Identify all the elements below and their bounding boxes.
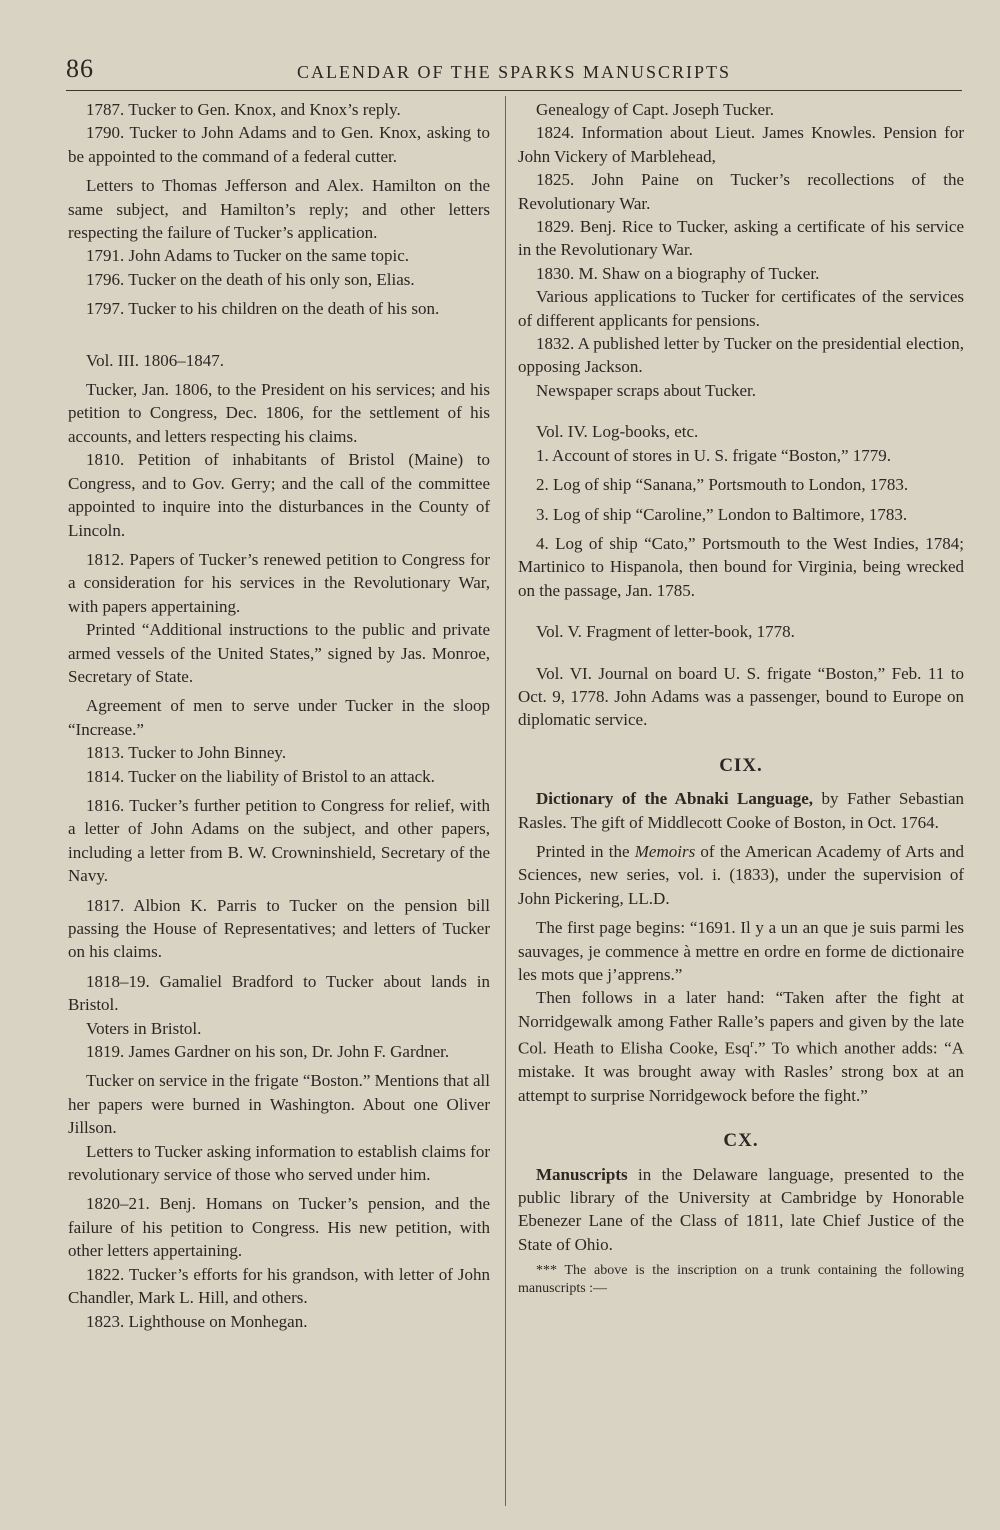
entry-1823: 1823. Lighthouse on Monhegan. <box>86 1311 308 1331</box>
entry-1816: 1816. Tucker’s further petition to Congress for relief, with a letter of John Adams on the subject, and other papers, including a letter from B. W. Crowninshield, Secretary of the Navy. <box>68 795 490 886</box>
cix-description <box>518 787 964 834</box>
entry-1819: 1819. James Gardner on his son, Dr. John F. Gardner. <box>86 1042 450 1062</box>
entry-1791: 1791. John Adams to Tucker on the same topic. <box>86 246 409 266</box>
entry-1790: 1790. Tucker to John Adams and to Gen. Knox, asking to be appointed to the command of a federal cutter. <box>68 123 490 166</box>
log-entry-3: 3. Log of ship “Caroline,” London to Baltimore, 1783. <box>536 504 908 524</box>
entry-1796: 1796. Tucker on the death of his only son, Elias. <box>86 269 415 289</box>
right-column <box>518 98 964 1298</box>
entry-genealogy: Genealogy of Capt. Joseph Tucker. <box>536 100 774 119</box>
entry-1813: 1813. Tucker to John Binney. <box>86 743 287 763</box>
entry-1806: Tucker, Jan. 1806, to the President on his services; and his petition to Congress, Dec. 1806, for the settlement of his accounts, and letters respecting his claims. <box>68 380 490 446</box>
entry-1825: 1825. John Paine on Tucker’s recollections of the Revolutionary War. <box>518 170 964 213</box>
entry-various-applications: Various applications to Tucker for certificates of the services of different applicants for pensions. <box>518 287 964 330</box>
entry-1822: 1822. Tucker’s efforts for his grandson, with letter of John Chandler, Mark L. Hill, and others. <box>68 1264 490 1308</box>
cix-printed-post: of the American Academy of Arts and Sciences, new series, vol. i. (1833), under the supervision of John Pickering, LL.D. <box>518 841 964 908</box>
cx-title: Manuscripts <box>536 1164 628 1184</box>
cx-title-rest: in the Delaware language, presented to the public library of the University at Cambridge by Honorable Ebenezer Lane of the Class of 1811, late Chief Justice of the State of Ohio. <box>518 1164 964 1254</box>
page-number: 86 <box>66 54 94 83</box>
volume-heading-iii: Vol. III. 1806–1847. <box>86 350 225 370</box>
volume-heading-vi: Vol. VI. Journal on board U. S. frigate “Boston,” Feb. 11 to Oct. 9, 1778. John Adams was a passenger, bound to Europe on diplomatic service. <box>518 663 964 730</box>
left-column <box>68 98 490 1333</box>
entry-1810: 1810. Petition of inhabitants of Bristol (Maine) to Congress, and to Gov. Gerry; and the call of the committee appointed to inquire into the disturbances in the County of Lincoln. <box>68 450 490 540</box>
page-header <box>66 50 962 91</box>
cix-later-hand-post: .” To which another adds: “A mistake. It was brought away with Rasles’ strong box at an attempt to surprise Norridgewock before the fight.” <box>518 1038 964 1105</box>
column-divider <box>505 96 506 1506</box>
volume-heading-iv: Vol. IV. Log-books, etc. <box>536 422 699 442</box>
cix-title-rest: by Father Sebastian Rasles. The gift of Middlecott Cooke of Boston, in Oct. 1764. <box>518 789 964 832</box>
entry-1832: 1832. A published letter by Tucker on the presidential election, opposing Jackson. <box>518 334 964 377</box>
entry-1787: 1787. Tucker to Gen. Knox, and Knox’s reply. <box>86 100 401 119</box>
entry-1829: 1829. Benj. Rice to Tucker, asking a certificate of his service in the Revolutionary War. <box>518 217 964 260</box>
cix-later-hand <box>518 986 964 1107</box>
entry-printed-instructions: Printed “Additional instructions to the public and private armed vessels of the United States,” signed by Jas. Monroe, Secretary of State. <box>68 620 490 686</box>
volume-heading-v: Vol. V. Fragment of letter-book, 1778. <box>536 622 795 642</box>
cix-title: Dictionary of the Abnaki Language, <box>536 789 814 809</box>
entry-1820-21: 1820–21. Benj. Homans on Tucker’s pension, and the failure of his petition to Congress. His new petition, with other letters appertaining. <box>68 1194 490 1261</box>
entry-1797: 1797. Tucker to his children on the death of his son. <box>86 299 440 319</box>
cix-printed-note <box>518 840 964 910</box>
log-entry-1: 1. Account of stores in U. S. frigate “Boston,” 1779. <box>536 445 892 465</box>
cix-first-page: The first page begins: “1691. Il y a un an que je suis parmi les sauvages, je commence à mettre en ordre en forme de dictionaire les mots que j’apprens.” <box>518 918 964 984</box>
entry-voters: Voters in Bristol. <box>86 1018 202 1038</box>
cx-description <box>518 1163 964 1257</box>
cix-superscript: r <box>750 1038 754 1051</box>
entry-letters-claims: Letters to Tucker asking information to establish claims for revolutionary service of those who served under him. <box>68 1141 490 1185</box>
running-title: CALENDAR OF THE SPARKS MANUSCRIPTS <box>296 62 732 82</box>
cix-printed-pre: Printed in the <box>536 841 635 861</box>
entry-newspaper-scraps: Newspaper scraps about Tucker. <box>536 380 757 400</box>
entry-letters-jefferson: Letters to Thomas Jefferson and Alex. Hamilton on the same subject, and Hamilton’s reply; and other letters respecting the failure of Tucker’s application. <box>68 176 490 243</box>
entry-1818-19: 1818–19. Gamaliel Bradford to Tucker about lands in Bristol. <box>68 971 490 1015</box>
section-heading-cix: CIX. <box>719 754 763 776</box>
entry-1830: 1830. M. Shaw on a biography of Tucker. <box>536 263 820 283</box>
section-heading-cx: CX. <box>723 1130 759 1152</box>
cix-memoirs: Memoirs <box>634 841 696 861</box>
entry-boston-service: Tucker on service in the frigate “Boston.” Mentions that all her papers were burned in Washington. About one Oliver Jillson. <box>68 1071 490 1138</box>
entry-1814: 1814. Tucker on the liability of Bristol to an attack. <box>86 766 435 786</box>
entry-1817: 1817. Albion K. Parris to Tucker on the pension bill passing the House of Representatives; and letters of Tucker on his claims. <box>68 895 490 962</box>
log-entry-4: 4. Log of ship “Cato,” Portsmouth to the West Indies, 1784; Martinico to Hispanola, then bound for Virginia, being wrecked on the passage, Jan. 1785. <box>518 533 964 600</box>
cix-later-hand-pre: Then follows in a later hand: “Taken after the fight at Norridgewalk among Father Ralle’s papers and given by the late Col. Heath to Elisha Cooke, Esq <box>518 988 964 1058</box>
entry-1812: 1812. Papers of Tucker’s renewed petition to Congress for a consideration for his services in the Revolutionary War, with papers appertaining. <box>68 549 490 616</box>
entry-agreement: Agreement of men to serve under Tucker in the sloop “Increase.” <box>68 696 490 739</box>
entry-1824: 1824. Information about Lieut. James Knowles. Pension for John Vickery of Marblehead, <box>518 123 964 166</box>
cx-footnote: *** The above is the inscription on a trunk containing the following manuscripts :— <box>518 1263 964 1297</box>
log-entry-2: 2. Log of ship “Sanana,” Portsmouth to London, 1783. <box>536 475 909 495</box>
